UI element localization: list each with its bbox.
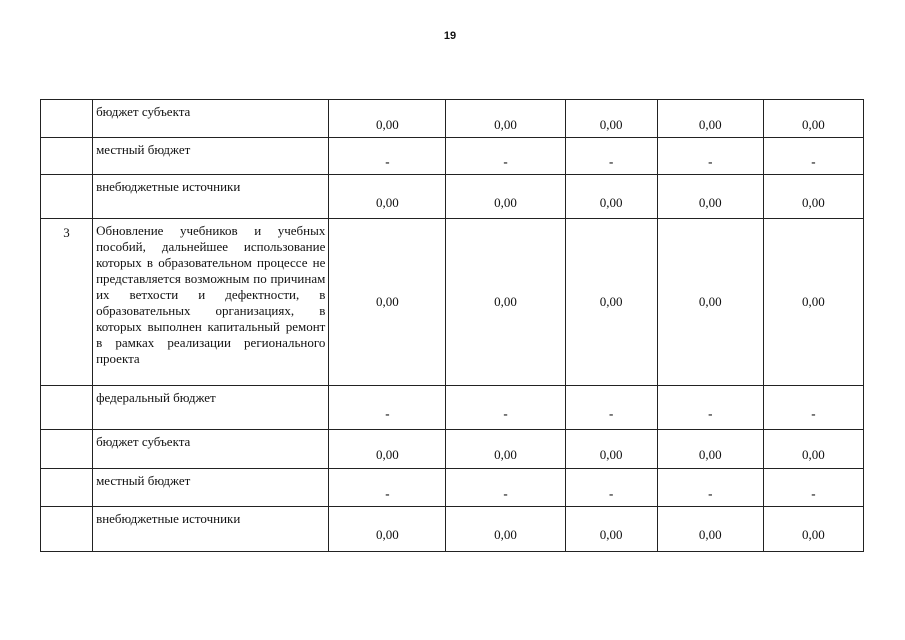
value-text: -	[503, 485, 508, 501]
value-text: 0,00	[376, 194, 399, 210]
value-cell	[329, 138, 446, 175]
value-text: 0,00	[599, 116, 623, 132]
value-cell	[329, 507, 446, 552]
row-number	[41, 100, 93, 138]
value-cell	[565, 430, 657, 469]
value-cell	[763, 507, 863, 552]
value-cell	[565, 507, 657, 552]
value-cell	[565, 138, 657, 175]
value-text: -	[708, 485, 713, 501]
value-text: 0,00	[376, 116, 399, 132]
value-cell	[657, 100, 763, 138]
value-cell	[329, 175, 446, 219]
value-text: -	[708, 154, 713, 169]
value-cell	[446, 138, 565, 175]
row-name: местный бюджет	[93, 469, 329, 507]
table-row	[41, 469, 864, 507]
table-row	[41, 507, 864, 552]
value-cell	[446, 469, 565, 507]
row-number: 3	[41, 219, 93, 386]
value-cell	[565, 175, 657, 219]
value-cell	[763, 469, 863, 507]
value-cell	[565, 100, 657, 138]
row-number	[41, 138, 93, 175]
value-text: 0,00	[802, 116, 825, 132]
value-cell	[446, 386, 565, 430]
table-row	[41, 430, 864, 469]
value-cell	[329, 219, 446, 386]
value-text: 0,00	[698, 447, 722, 462]
value-text: -	[385, 485, 390, 501]
page-number: 19	[443, 30, 457, 42]
value-text: 0,00	[599, 194, 623, 210]
value-cell	[763, 219, 863, 386]
value-text: 0,00	[698, 294, 722, 309]
value-cell	[446, 507, 565, 552]
row-name: бюджет субъекта	[93, 430, 329, 469]
value-text: 0,00	[599, 527, 623, 542]
row-number	[41, 469, 93, 507]
value-cell	[657, 219, 763, 386]
row-name: внебюджетные источники	[93, 175, 329, 219]
value-cell	[657, 430, 763, 469]
value-cell	[657, 469, 763, 507]
value-text: -	[503, 405, 508, 421]
value-cell	[657, 175, 763, 219]
value-cell	[565, 386, 657, 430]
row-name: местный бюджет	[93, 138, 329, 175]
value-cell	[565, 219, 657, 386]
value-text: 0,00	[376, 447, 399, 462]
row-number	[41, 175, 93, 219]
table-row	[41, 175, 864, 219]
value-cell	[329, 469, 446, 507]
row-name: федеральный бюджет	[93, 386, 329, 430]
value-text: -	[385, 405, 390, 421]
value-cell	[763, 430, 863, 469]
table-row	[41, 386, 864, 430]
value-cell	[446, 175, 565, 219]
value-text: -	[609, 154, 614, 169]
value-text: -	[811, 485, 816, 501]
value-text: -	[503, 154, 508, 169]
value-cell	[763, 138, 863, 175]
value-cell	[329, 100, 446, 138]
value-text: 0,00	[494, 527, 517, 542]
value-cell	[446, 100, 565, 138]
value-cell	[565, 469, 657, 507]
row-name: внебюджетные источники	[93, 507, 329, 552]
table-row	[41, 138, 864, 175]
value-cell	[446, 219, 565, 386]
table-row	[41, 219, 864, 386]
budget-table	[40, 99, 864, 552]
value-cell	[763, 100, 863, 138]
value-text: 0,00	[802, 527, 825, 542]
value-text: 0,00	[698, 116, 722, 132]
value-cell	[657, 507, 763, 552]
row-number	[41, 386, 93, 430]
value-text: 0,00	[599, 447, 623, 462]
value-cell	[329, 386, 446, 430]
value-text: 0,00	[802, 447, 825, 462]
value-text: 0,00	[494, 447, 517, 462]
value-text: -	[609, 405, 614, 421]
value-text: 0,00	[802, 194, 825, 210]
value-text: -	[811, 405, 816, 421]
row-name: Обновление учебников и учебных пособий, дальнейшее использование которых в образовательном процессе не представляется возможным по причинам их ветхости и дефектности, в образовательных организациях, в которых выполнен капитальный ремонт в рамках реализации регионального проекта	[93, 219, 329, 386]
value-text: -	[609, 485, 614, 501]
value-text: -	[385, 154, 390, 169]
value-text: 0,00	[599, 294, 623, 309]
value-text: 0,00	[802, 294, 825, 309]
value-cell	[763, 175, 863, 219]
value-text: 0,00	[494, 116, 517, 132]
value-cell	[329, 430, 446, 469]
table-row	[41, 100, 864, 138]
row-number	[41, 507, 93, 552]
value-text: -	[708, 405, 713, 421]
value-cell	[446, 430, 565, 469]
value-text: 0,00	[494, 194, 517, 210]
value-text: 0,00	[494, 294, 517, 309]
value-text: 0,00	[376, 294, 399, 309]
value-text: 0,00	[376, 527, 399, 542]
row-number	[41, 430, 93, 469]
value-text: 0,00	[698, 194, 722, 210]
value-text: -	[811, 154, 816, 169]
value-cell	[657, 386, 763, 430]
row-name: бюджет субъекта	[93, 100, 329, 138]
value-cell	[763, 386, 863, 430]
value-text: 0,00	[698, 527, 722, 542]
value-cell	[657, 138, 763, 175]
